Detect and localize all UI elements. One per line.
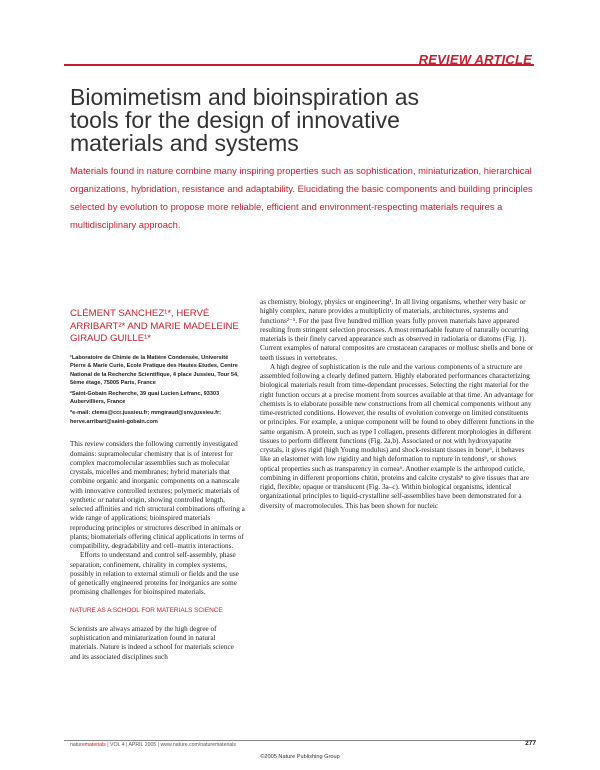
affiliation: ¹Laboratoire de Chimie de la Matière Condensée, Université Pierre & Marie Curie, Ecole Pratique des Hautes Etudes, Centre National de la Recherche Scientifique, 4 place Jussieu, Tour 54, 5ème étage, 75005 Paris, France [70, 354, 239, 387]
body-paragraph: A high degree of sophistication is the rule and the various components of a structure are assembled following a clearly defined pattern. Highly elaborated performances characterizing biological materials result from time-dependant processes. Selecting the right material for the right function occurs at a precise moment from sources available at that time. An advantage for chemists is to elaborate possible new constructions from all chemical components without any time-restricted conditions. However, the results of evolution converge on limited constituents or principles. For example, a unique component will be found to obey different functions in the same organism. A protein, such as type I collagen, presents different morphologies in different tissues to perform different functions (Fig. 2a,b). Associated or not with hydroxyapatite crystals, it gives rigid (high Young modulus) and shock-resistant tissues in bone⁶, it behaves like an elastomer with low rigidity and high deformation to rupture in tendons⁶, or shows optical properties such as transparency in cornea⁶. Another example is the arthropod cuticle, combining in different proportions chitin, proteins and calcite crystals⁶ to give tissues that are rigid, flexible, opaque or translucent (Fig. 3a–c). Within biological organisms, identical organizational principles to liquid-crystalline self-assemblies have been demonstrated for a diversity of macromolecules. This has been shown for nucleic [260, 362, 534, 510]
body-paragraph: Efforts to understand and control self-assembly, phase separation, confinement, chirality in complex systems, possibly in relation to external stimuli or fields and the use of genetically engineered proteins for inorganics are some promising challenges for bioinspired materials. [70, 551, 239, 597]
journal-prefix: nature [70, 742, 85, 748]
abstract: Materials found in nature combine many inspiring properties such as sophistication, miniaturization, hierarchical organizations, hybridation, resistance and adaptability. Elucidating the basic components and building principles selected by evolution to propose more reliable, efficient and environment-respecting materials requires a multidisciplinary approach. [70, 165, 533, 230]
page-number: 277 [525, 740, 536, 747]
section-heading: NATURE AS A SCHOOL FOR MATERIALS SCIENCE [70, 606, 223, 614]
journal-info: | VOL 4 | APRIL 2005 | www.nature.com/naturematerials [105, 742, 237, 748]
author-list: CLÉMENT SANCHEZ¹*, HERVÉ ARRIBART²* AND MARIE MADELEINE GIRAUD GUILLE¹* [70, 308, 239, 344]
body-paragraph: This review considers the following currently investigated domains: supramolecular chemistry that is of interest for complex macromolecular assemblies such as molecular crystals, micelles and membranes; hybrid materials that combine organic and inorganic components on a nanoscale with innovative controlled textures; polymeric materials of synthetic or natural origin, showing controlled length, selected affinities and rich structural combinations offering a wide range of applications; bioinspired materials reproducing principles or structures described in animals or plants; biomaterials offering clinical applications in terms of compatibility, degradability and cell–matrix interactions. [70, 440, 245, 550]
footer-rule [64, 740, 536, 741]
affiliation: ²Saint-Gobain Recherche, 39 quai Lucien Lefranc, 93303 Aubervilliers, France [70, 390, 220, 406]
article-title: Biomimetism and bioinspiration as tools for the design of innovative materials and systems [70, 84, 419, 156]
journal-citation [70, 742, 236, 748]
header-rule [64, 64, 534, 66]
article-type-label: REVIEW ARTICLE [418, 52, 532, 67]
copyright-notice: ©2005 Nature Publishing Group [260, 754, 340, 760]
journal-name: materials [84, 742, 106, 748]
contact-email: *e-mail: clems@ccr.jussieu.fr; mmgiraud@snv.jussieu.fr; herve.arribart@saint-gobain.com [70, 410, 222, 425]
body-paragraph: Scientists are always amazed by the high degree of sophistication and miniaturization found in natural materials. Nature is indeed a school for materials science and its associated disciplines such [70, 624, 234, 661]
right-column [260, 298, 535, 511]
body-paragraph: as chemistry, biology, physics or engineering¹. In all living organisms, whether very basic or highly complex, nature provides a multiplicity of materials, architectures, systems and functions²⁻⁵. For the past five hundred million years fully proven materials have appeared resulting from stringent selection processes. A most remarkable feature of naturally occurring materials is their finely carved appearance such as observed in radiolaria or diatoms (Fig. 1). Current examples of natural composites are crustacean carapaces or mollusc shells and bone or teeth tissues in vertebrates. [260, 298, 534, 362]
left-column [70, 308, 245, 662]
